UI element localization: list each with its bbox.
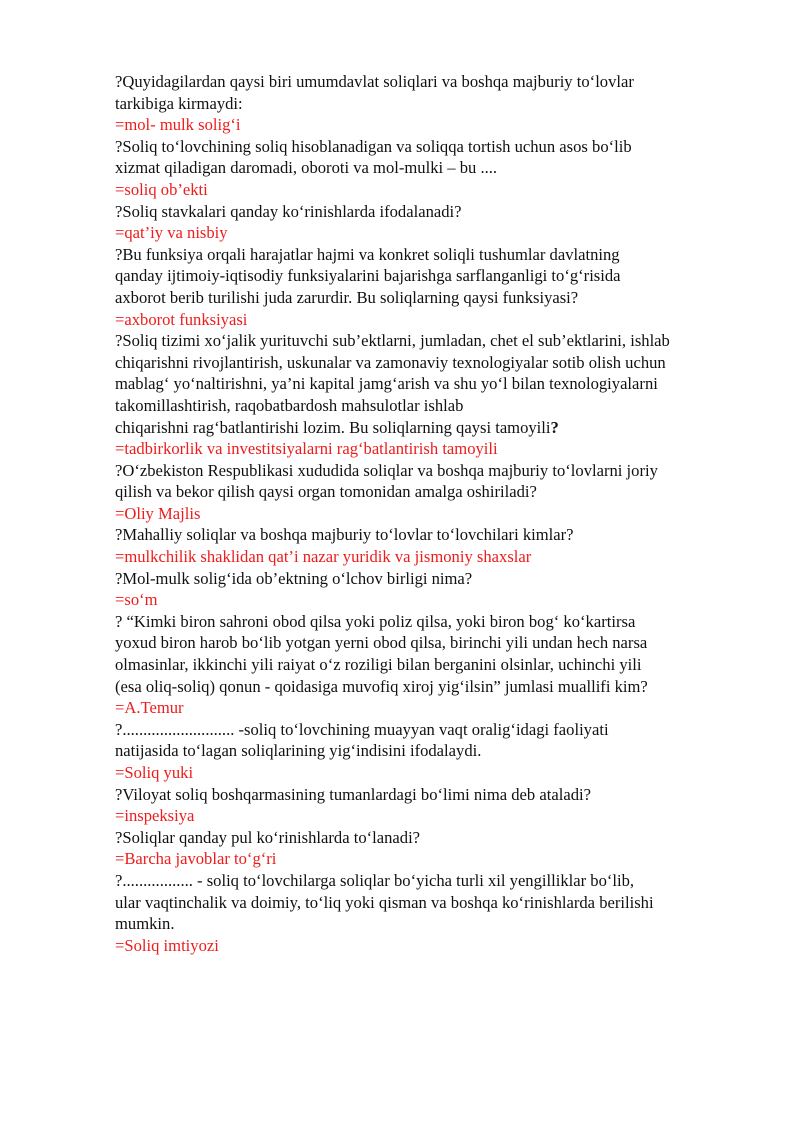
answer-text: =Soliq imtiyozi — [115, 935, 219, 955]
question-line — [115, 244, 755, 266]
question-text: ?Soliqlar qanday pul ko‘rinishlarda to‘lanadi? — [115, 827, 421, 847]
answer-line — [115, 589, 755, 611]
question-line — [115, 136, 755, 158]
question-line — [115, 524, 755, 546]
question-line — [115, 460, 755, 482]
question-line — [115, 740, 755, 762]
question-text: chiqarishni rivojlantirish, uskunalar va zamonaviy texnologiyalar sotib olish uchun — [115, 352, 666, 372]
question-text: xizmat qiladigan daromadi, oboroti va mol-mulki – bu .... — [115, 158, 498, 178]
question-text: ?Quyidagilardan qaysi biri umumdavlat soliqlari va boshqa majburiy to‘lovlar — [115, 72, 634, 91]
question-text: tarkibiga kirmaydi: — [115, 93, 243, 113]
question-line — [115, 870, 755, 892]
question-line — [115, 265, 755, 287]
question-text: yoxud biron harob bo‘lib yotgan yerni obod qilsa, birinchi yili undan hech narsa — [115, 633, 648, 653]
question-line — [115, 892, 755, 914]
question-text: olmasinlar, ikkinchi yili raiyat o‘z roziligi bilan berganini olsinlar, uchinchi yili — [115, 655, 642, 675]
question-line — [115, 395, 755, 417]
answer-text: =axborot funksiyasi — [115, 309, 248, 329]
question-text: ?........................... -soliq to‘lovchining muayyan vaqt oralig‘idagi faoliyati — [115, 719, 609, 739]
question-line — [115, 654, 755, 676]
answer-text: =inspeksiya — [115, 806, 195, 826]
question-text: ? “Kimki biron sahroni obod qilsa yoki poliz qilsa, yoki biron bog‘ ko‘kartirsa — [115, 611, 636, 631]
question-text: ?Soliq stavkalari qanday ko‘rinishlarda ifodalanadi? — [115, 201, 462, 221]
question-line — [115, 913, 755, 935]
answer-line — [115, 179, 755, 201]
question-line — [115, 287, 755, 309]
question-text: takomillashtirish, raqobatbardosh mahsulotlar ishlab — [115, 395, 464, 415]
question-line — [115, 568, 755, 590]
answer-line — [115, 935, 755, 957]
answer-line — [115, 114, 755, 136]
question-line — [115, 157, 755, 179]
answer-line — [115, 762, 755, 784]
question-text: ?O‘zbekiston Respublikasi xududida soliqlar va boshqa majburiy to‘lovlarni joriy — [115, 460, 658, 480]
answer-line — [115, 546, 755, 568]
question-line — [115, 481, 755, 503]
question-mark-bold: ? — [550, 417, 559, 437]
answer-text: =qat’iy va nisbiy — [115, 223, 228, 243]
answer-line — [115, 309, 755, 331]
question-text: chiqarishni rag‘batlantirishi lozim. Bu soliqlarning qaysi tamoyili — [115, 417, 551, 437]
question-line — [115, 827, 755, 849]
question-line — [115, 676, 755, 698]
answer-line — [115, 222, 755, 244]
question-line — [115, 201, 755, 223]
question-text: axborot berib turilishi juda zarurdir. Bu soliqlarning qaysi funksiyasi? — [115, 287, 579, 307]
answer-text: =Soliq yuki — [115, 763, 194, 782]
document-body — [115, 71, 755, 956]
answer-line — [115, 697, 755, 719]
answer-line — [115, 805, 755, 827]
question-text: mumkin. — [115, 914, 175, 934]
question-text: ?Mol-mulk solig‘ida ob’ektning o‘lchov birligi nima? — [115, 568, 473, 588]
question-line — [115, 330, 755, 352]
question-text: ?Soliq to‘lovchining soliq hisoblanadigan va soliqqa tortish uchun asos bo‘lib — [115, 136, 632, 156]
question-text: ?Bu funksiya orqali harajatlar hajmi va konkret soliqli tushumlar davlatning — [115, 244, 620, 264]
question-text: qilish va bekor qilish qaysi organ tomonidan amalga oshiriladi? — [115, 482, 537, 502]
question-line — [115, 93, 755, 115]
answer-text: =Barcha javoblar to‘g‘ri — [115, 849, 277, 869]
answer-text: =mol- mulk solig‘i — [115, 115, 241, 135]
answer-text: =mulkchilik shaklidan qat’i nazar yuridik va jismoniy shaxslar — [115, 547, 532, 567]
answer-line — [115, 848, 755, 870]
answer-text: =A.Temur — [115, 698, 184, 718]
question-text: mablag‘ yo‘naltirishni, ya’ni kapital jamg‘arish va shu yo‘l bilan texnologiyalarni — [115, 374, 658, 394]
answer-text: =Oliy Majlis — [115, 503, 201, 523]
question-text: (esa oliq-soliq) qonun - qoidasiga muvofiq xiroj yig‘ilsin” jumlasi muallifi kim? — [115, 676, 648, 696]
question-line — [115, 719, 755, 741]
question-line — [115, 417, 755, 439]
question-text: ?Soliq tizimi xo‘jalik yurituvchi sub’ektlarni, jumladan, chet el sub’ektlarini, ishlab — [115, 331, 670, 351]
question-text: ular vaqtinchalik va doimiy, to‘liq yoki qisman va boshqa ko‘rinishlarda berilishi — [115, 892, 654, 912]
question-line — [115, 352, 755, 374]
answer-line — [115, 503, 755, 525]
question-text: natijasida to‘lagan soliqlarining yig‘indisini ifodalaydi. — [115, 741, 482, 761]
question-line — [115, 611, 755, 633]
question-line — [115, 71, 755, 93]
question-text: ?Viloyat soliq boshqarmasining tumanlardagi bo‘limi nima deb ataladi? — [115, 784, 591, 804]
question-text: ?................. - soliq to‘lovchilarga soliqlar bo‘yicha turli xil yengilliklar bo‘lib, — [115, 870, 635, 890]
answer-text: =tadbirkorlik va investitsiyalarni rag‘batlantirish tamoyili — [115, 439, 498, 459]
question-line — [115, 373, 755, 395]
question-line — [115, 784, 755, 806]
question-text: ?Mahalliy soliqlar va boshqa majburiy to‘lovlar to‘lovchilari kimlar? — [115, 525, 574, 545]
question-line — [115, 632, 755, 654]
question-text: qanday ijtimoiy-iqtisodiy funksiyalarini bajarishga sarflanganligi to‘g‘risida — [115, 266, 621, 286]
answer-text: =soliq ob’ekti — [115, 179, 208, 199]
answer-line — [115, 438, 755, 460]
answer-text: =so‘m — [115, 590, 158, 610]
